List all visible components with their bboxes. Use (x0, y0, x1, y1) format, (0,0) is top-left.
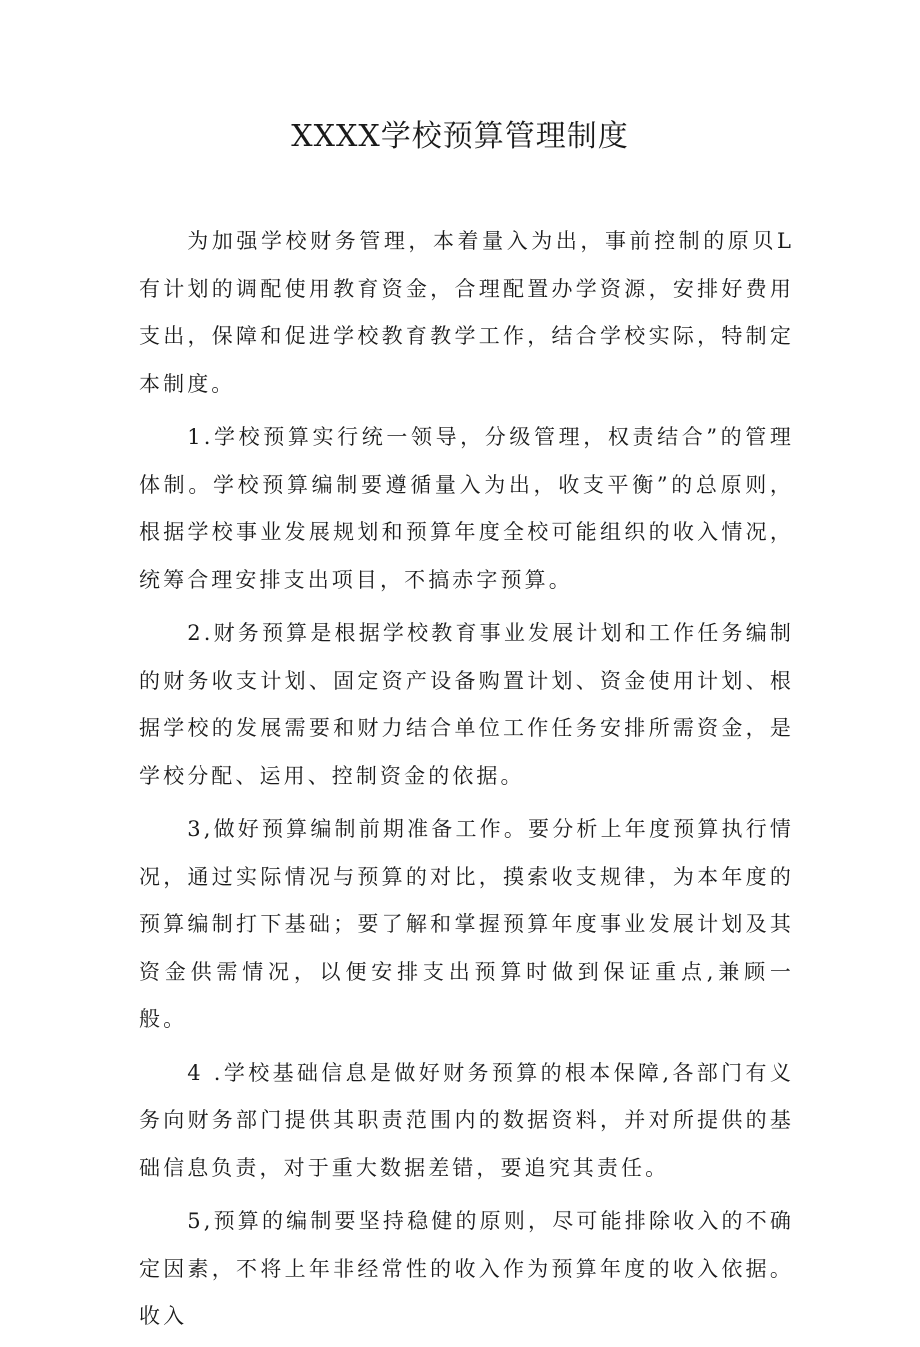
paragraph-item-3: 3,做好预算编制前期准备工作。要分析上年度预算执行情况，通过实际情况与预算的对比，摸索收支规律，为本年度的预算编制打下基础；要了解和掌握预算年度事业发展计划及其资金供需情况，以便安排支出预算时做到保证重点,兼顾一般。 (139, 817, 794, 1031)
document-title: XXXX学校预算管理制度 (291, 119, 629, 154)
paragraph-item-2: 2.财务预算是根据学校教育事业发展计划和工作任务编制的财务收支计划、固定资产设备购置计划、资金使用计划、根据学校的发展需要和财力结合单位工作任务安排所需资金，是学校分配、运用、控制资金的依据。 (139, 621, 794, 788)
document-body (139, 218, 794, 1347)
paragraph-intro: 为加强学校财务管理，本着量入为出，事前控制的原贝L有计划的调配使用教育资金，合理配置办学资源，安排好费用支出，保障和促进学校教育教学工作，结合学校实际，特制定本制度。 (139, 229, 794, 396)
paragraph-item-1: 1.学校预算实行统一领导，分级管理，权责结合”的管理体制。学校预算编制要遵循量入为出，收支平衡”的总原则，根据学校事业发展规划和预算年度全校可能组织的收入情况，统筹合理安排支出项目，不搞赤字预算。 (139, 425, 794, 592)
paragraph-item-5: 5,预算的编制要坚持稳健的原则，尽可能排除收入的不确定因素，不将上年非经常性的收入作为预算年度的收入依据。收入 (139, 1209, 794, 1328)
paragraph-item-4: 4 .学校基础信息是做好财务预算的根本保障,各部门有义务向财务部门提供其职责范围内的数据资料，并对所提供的基础信息负责，对于重大数据差错，要追究其责任。 (139, 1060, 794, 1180)
